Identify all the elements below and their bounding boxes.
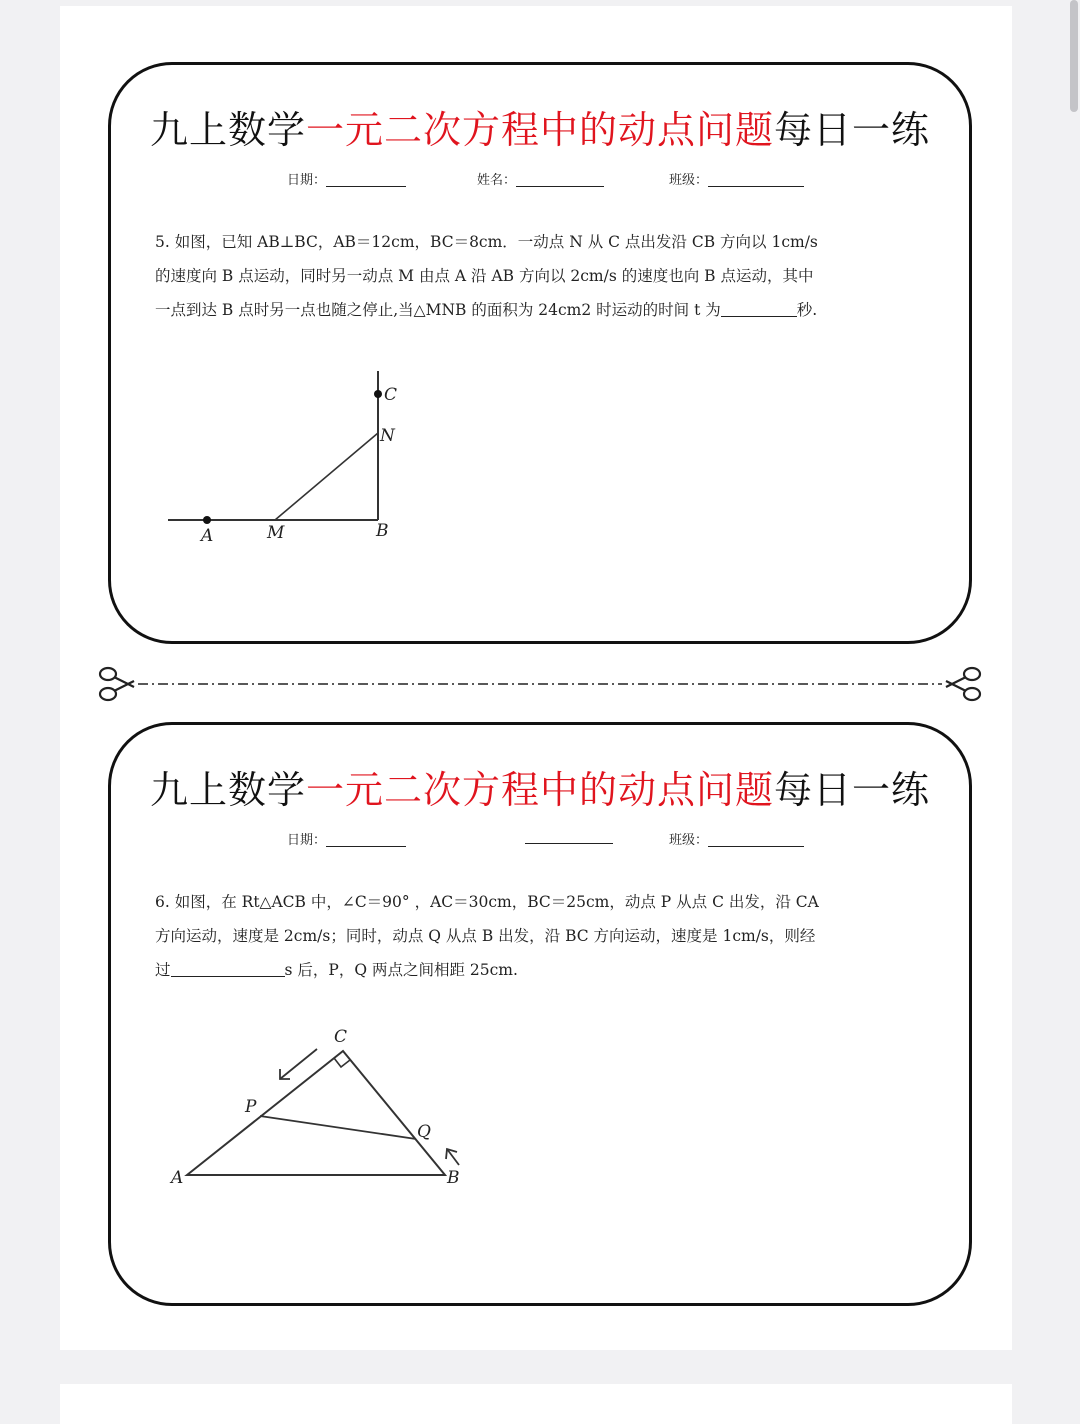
date-label: 日期： bbox=[287, 833, 327, 848]
date-label: 日期： bbox=[287, 173, 327, 188]
class-label: 班级： bbox=[669, 833, 709, 848]
title-part3: 每日一练 bbox=[774, 768, 931, 812]
label-c: C bbox=[384, 385, 398, 405]
title-part3: 每日一练 bbox=[774, 108, 931, 152]
title-part2: 一元二次方程中的动点问题 bbox=[305, 768, 774, 812]
scissors-icon-right bbox=[946, 668, 980, 700]
problem-5-line1: 5. 如图，已知 AB⊥BC，AB＝12cm，BC＝8cm．一动点 N 从 C 点出发沿 CB 方向以 1cm/s bbox=[155, 233, 818, 251]
point-a bbox=[203, 516, 211, 524]
problem-6-line3-text: s 后，P，Q 两点之间相距 25cm. bbox=[284, 961, 518, 979]
segment-pq bbox=[260, 1116, 416, 1139]
cut-line bbox=[96, 662, 984, 706]
title-part1: 九上数学 bbox=[149, 768, 306, 812]
label-q: Q bbox=[417, 1122, 431, 1142]
label-m: M bbox=[267, 523, 285, 543]
problem-5-line3-text: 一点到达 B 点时另一点也随之停止,当△MNB 的面积为 24cm2 时运动的时间 t 为 bbox=[155, 301, 721, 319]
label-a: A bbox=[201, 526, 214, 546]
problem-6-line3 bbox=[155, 953, 933, 987]
class-blank[interactable] bbox=[708, 172, 804, 187]
next-page bbox=[60, 1384, 1012, 1424]
date-field-2 bbox=[287, 829, 406, 848]
arrow-icon-p-direction bbox=[280, 1049, 317, 1079]
scrollbar[interactable] bbox=[1070, 0, 1078, 112]
answer-blank-5[interactable] bbox=[721, 300, 797, 317]
name-blank[interactable] bbox=[516, 172, 604, 187]
figure-problem-6 bbox=[167, 1025, 477, 1195]
figure-problem-5 bbox=[163, 365, 423, 555]
problem-6-line2: 方向运动，速度是 2cm/s；同时，动点 Q 从点 B 出发，沿 BC 方向运动，速度是 1cm/s，则经 bbox=[155, 927, 816, 945]
right-angle-mark bbox=[334, 1058, 350, 1067]
problem-card-6 bbox=[108, 722, 972, 1306]
triangle-acb bbox=[187, 1051, 445, 1175]
date-field bbox=[287, 169, 406, 188]
label-c: C bbox=[334, 1027, 348, 1047]
label-a: A bbox=[171, 1168, 184, 1188]
title-part1: 九上数学 bbox=[149, 108, 306, 152]
label-b: B bbox=[376, 521, 389, 541]
class-blank[interactable] bbox=[708, 832, 804, 847]
segment-mn bbox=[275, 433, 378, 520]
problem-6-text bbox=[155, 885, 933, 987]
name-blank[interactable] bbox=[525, 829, 613, 844]
name-label: 姓名： bbox=[477, 173, 517, 188]
title-part2: 一元二次方程中的动点问题 bbox=[305, 108, 774, 152]
class-label: 班级： bbox=[669, 173, 709, 188]
point-c bbox=[374, 390, 382, 398]
problem-6-line1: 6. 如图，在 Rt△ACB 中，∠C＝90° ，AC＝30cm，BC＝25cm，动点 P 从点 C 出发，沿 CA bbox=[155, 893, 819, 911]
label-p: P bbox=[245, 1097, 257, 1117]
label-n: N bbox=[380, 426, 395, 446]
scissors-icon-left bbox=[100, 668, 134, 700]
problem-6-line3-start: 过 bbox=[155, 961, 171, 979]
problem-5-unit: 秒. bbox=[796, 301, 818, 319]
problem-5-line3 bbox=[155, 293, 933, 327]
date-blank[interactable] bbox=[326, 172, 406, 187]
name-field-2 bbox=[525, 829, 613, 845]
answer-blank-6[interactable] bbox=[171, 960, 285, 977]
class-field-2 bbox=[669, 829, 804, 848]
problem-card-5 bbox=[108, 62, 972, 644]
worksheet-title bbox=[111, 99, 969, 154]
problem-5-line2: 的速度向 B 点运动，同时另一动点 M 由点 A 沿 AB 方向以 2cm/s 的速度也向 B 点运动，其中 bbox=[155, 267, 814, 285]
arrow-icon-q-direction bbox=[446, 1149, 459, 1165]
date-blank[interactable] bbox=[326, 832, 406, 847]
label-b: B bbox=[447, 1168, 460, 1188]
name-field bbox=[477, 169, 604, 188]
worksheet-title-2 bbox=[111, 759, 969, 814]
problem-5-text bbox=[155, 225, 933, 327]
class-field bbox=[669, 169, 804, 188]
